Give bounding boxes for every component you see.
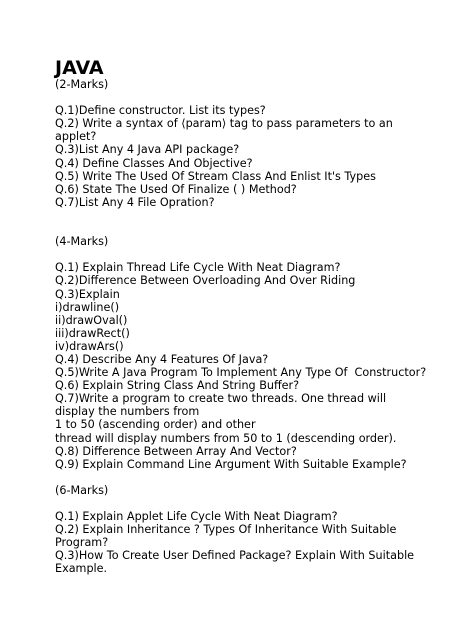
document-title: JAVA — [55, 57, 104, 79]
question-line: Q.6) Explain String Class And String Buffer? — [55, 379, 300, 393]
question-line: Q.2) Write a syntax of ⟨param⟩ tag to pass parameters to an — [55, 117, 393, 131]
question-line: Q.5) Write The Used Of Stream Class And Enlist It's Types — [55, 169, 376, 183]
section-6-marks — [55, 484, 460, 576]
section-heading: (4-Marks) — [55, 235, 109, 249]
question-line: Q.7)List Any 4 File Opration? — [55, 195, 215, 209]
section-heading: (2-Marks) — [55, 78, 109, 91]
question-line: Q.4) Define Classes And Objective? — [55, 156, 253, 170]
question-line: ii)drawOval() — [55, 313, 128, 327]
question-line: Q.3)List Any 4 Java API package? — [55, 143, 240, 157]
question-line: Program? — [55, 536, 109, 550]
section-heading: (6-Marks) — [55, 483, 109, 497]
question-line: Q.3)How To Create User Defined Package? Explain With Suitable — [55, 549, 415, 563]
question-line: applet? — [55, 130, 97, 144]
document-page — [55, 58, 460, 576]
question-line: Q.9) Explain Command Line Argument With Suitable Example? — [55, 457, 407, 471]
question-line: Q.6) State The Used Of Finalize ( ) Method? — [55, 182, 297, 196]
section-4-marks — [55, 235, 460, 471]
question-line: Q.5)Write A Java Program To Implement Any Type Of Constructor? — [55, 366, 427, 380]
question-line: iv)drawArs() — [55, 339, 124, 353]
question-line: Q.1) Explain Thread Life Cycle With Neat Diagram? — [55, 261, 341, 275]
question-line: Q.8) Difference Between Array And Vector? — [55, 444, 297, 458]
question-line: Q.7)Write a program to create two threads. One thread will — [55, 392, 387, 406]
question-line: i)drawline() — [55, 300, 120, 314]
question-line: Q.1)Define constructor. List its types? — [55, 104, 266, 118]
question-line: Q.3)Explain — [55, 287, 120, 301]
question-line: 1 to 50 (ascending order) and other — [55, 418, 256, 432]
question-line: Q.2)Difference Between Overloading And Over Riding — [55, 274, 356, 288]
section-2-marks — [55, 78, 460, 209]
question-line: iii)drawRect() — [55, 326, 130, 340]
question-line: Q.2) Explain Inheritance ? Types Of Inheritance With Suitable — [55, 523, 397, 537]
question-line: Q.1) Explain Applet Life Cycle With Neat Diagram? — [55, 510, 338, 524]
question-line: thread will display numbers from 50 to 1 (descending order). — [55, 431, 397, 445]
question-line: Example. — [55, 562, 108, 576]
question-line: Q.4) Describe Any 4 Features Of Java? — [55, 352, 269, 366]
question-line: display the numbers from — [55, 405, 200, 419]
